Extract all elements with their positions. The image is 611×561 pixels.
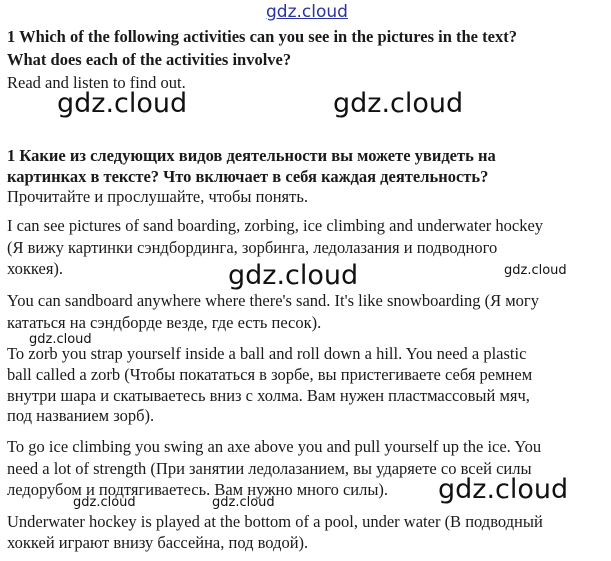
heading-en-line1: 1 Which of the following activities can you see in the pictures in the text? (7, 27, 517, 46)
answer-4-line3: ледорубом и подтягиваетесь. Вам нужно много силы). (7, 480, 389, 499)
answer-5-line1: Underwater hockey is played at the bottom of a pool, under water (В подводный (7, 512, 543, 531)
watermark: gdz.cloud (504, 263, 567, 278)
answer-4-line1: To go ice climbing you swing an axe above you and pull yourself up the ice. You (7, 437, 542, 456)
instruction-en: Read and listen to find out. (7, 73, 186, 92)
answer-3-line1: To zorb you strap yourself inside a ball and roll down a hill. You need a plastic (7, 344, 527, 363)
answer-3-line4: под названием зорб). (7, 406, 155, 425)
answer-3-line2: ball called a zorb (Чтобы покататься в зорбе, вы пристегиваете себя ремнем (7, 365, 533, 384)
answer-5-line2: хоккей играют внизу бассейна, под водой). (7, 533, 309, 552)
watermark: gdz.cloud (212, 495, 275, 510)
heading-ru-line2: картинках в тексте? Что включает в себя каждая деятельность? (7, 167, 489, 186)
answer-1-line1: I can see pictures of sand boarding, zorbing, ice climbing and underwater hockey (7, 216, 544, 235)
answer-2-line2: кататься на сэндборде везде, где есть песок). (7, 313, 322, 332)
answer-3-line3: внутри шара и скатываетесь вниз с холма. Вам нужен пластмассовый мяч, (7, 386, 530, 405)
heading-en-line2: What does each of the activities involve? (7, 50, 292, 69)
watermark: gdz.cloud (57, 88, 188, 119)
watermark: gdz.cloud (29, 332, 92, 347)
instruction-ru: Прочитайте и прослушайте, чтобы понять. (7, 187, 308, 206)
watermark: gdz.cloud (73, 495, 136, 510)
answer-1-line2: (Я вижу картинки сэндбординга, зорбинга, ледолазания и подводного (7, 238, 498, 257)
heading-ru-line1: 1 Какие из следующих видов деятельности вы можете увидеть на (7, 146, 496, 165)
watermark: gdz.cloud (333, 88, 464, 119)
watermark-top-link[interactable]: gdz.cloud (266, 2, 348, 22)
watermark: gdz.cloud (438, 474, 569, 505)
answer-2-line1: You can sandboard anywhere where there's sand. It's like snowboarding (Я могу (7, 291, 539, 310)
answer-4-line2: need a lot of strength (При занятии ледолазанием, вы ударяете со всей силы (7, 459, 532, 478)
watermark: gdz.cloud (228, 260, 359, 291)
answer-1-line3: хоккея). (7, 259, 64, 278)
